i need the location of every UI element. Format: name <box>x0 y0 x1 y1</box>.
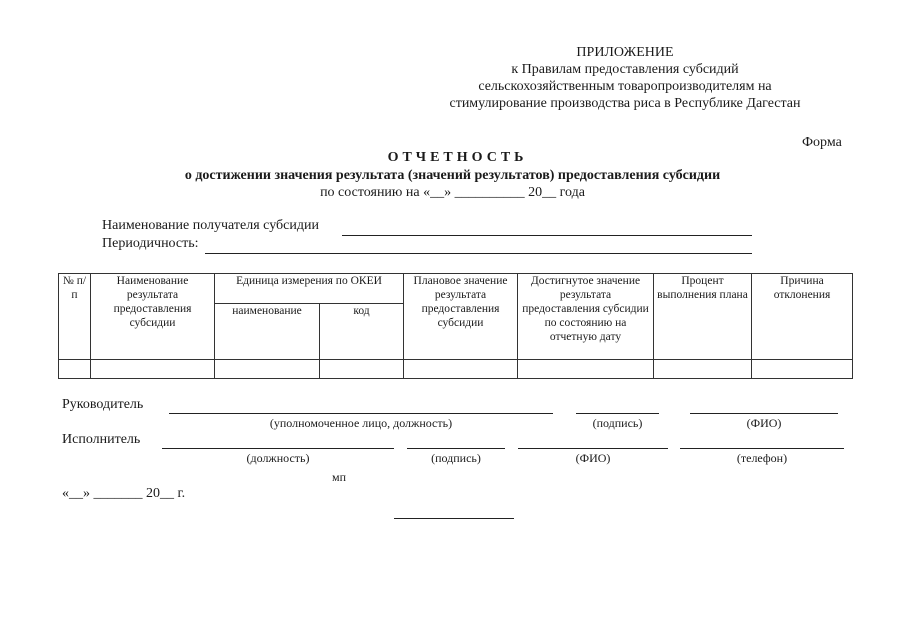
header-unit-code: код <box>320 304 404 360</box>
header-num: № п/п <box>59 274 91 360</box>
table-cell[interactable] <box>59 360 91 379</box>
head-position-field[interactable] <box>169 413 553 414</box>
appendix-line: сельскохозяйственным товаропроизводителям на <box>478 79 772 94</box>
table-cell[interactable] <box>752 360 853 379</box>
head-name-field[interactable] <box>690 413 838 414</box>
header-planned: Плановое значение результата предоставления субсидии <box>404 274 518 360</box>
table-cell[interactable] <box>91 360 215 379</box>
appendix-title: ПРИЛОЖЕНИЕ <box>576 45 674 60</box>
periodicity-field[interactable] <box>205 253 752 254</box>
table-cell[interactable] <box>654 360 752 379</box>
header-result-name: Наименование результата предоставления субсидии <box>91 274 215 360</box>
exec-position-field[interactable] <box>162 448 394 449</box>
report-date-line: по состоянию на «__» __________ 20__ года <box>320 185 585 200</box>
exec-signature-field[interactable] <box>407 448 505 449</box>
appendix-line: стимулирование производства риса в Республике Дагестан <box>449 96 801 111</box>
exec-position-hint: (должность) <box>246 451 310 465</box>
recipient-name-field[interactable] <box>342 235 752 236</box>
head-signature-hint: (подпись) <box>592 416 643 430</box>
table-cell[interactable] <box>518 360 654 379</box>
table-row <box>59 360 853 379</box>
head-name-hint: (ФИО) <box>746 416 782 430</box>
head-signature-field[interactable] <box>576 413 659 414</box>
stamp-mark: мп <box>332 470 347 484</box>
exec-name-field[interactable] <box>518 448 668 449</box>
report-subtitle: о достижении значения результата (значений результатов) предоставления субсидии <box>184 168 721 183</box>
signature-date-line: «__» _______ 20__ г. <box>62 486 186 501</box>
header-percent: Процент выполнения плана <box>654 274 752 360</box>
appendix-header <box>420 44 830 112</box>
head-position-hint: (уполномоченное лицо, должность) <box>269 416 453 430</box>
table-cell[interactable] <box>320 360 404 379</box>
exec-phone-hint: (телефон) <box>736 451 788 465</box>
header-reason: Причина отклонения <box>752 274 853 360</box>
head-label: Руководитель <box>62 397 144 412</box>
header-achieved: Достигнутое значение результата предоставления субсидии по состоянию на отчетную дату <box>518 274 654 360</box>
periodicity-label: Периодичность: <box>102 236 199 251</box>
appendix-line: к Правилам предоставления субсидий <box>511 62 739 77</box>
exec-signature-hint: (подпись) <box>431 451 481 465</box>
exec-name-hint: (ФИО) <box>575 451 611 465</box>
bottom-line <box>394 518 514 519</box>
exec-phone-field[interactable] <box>680 448 844 449</box>
header-unit-name: наименование <box>215 304 320 360</box>
table-cell[interactable] <box>404 360 518 379</box>
recipient-name-label: Наименование получателя субсидии <box>102 218 319 233</box>
report-table <box>58 273 853 379</box>
form-label: Форма <box>802 135 842 150</box>
header-unit: Единица измерения по ОКЕИ <box>215 274 404 304</box>
report-title-block <box>0 150 905 201</box>
report-title: ОТЧЕТНОСТЬ <box>387 150 528 165</box>
executor-label: Исполнитель <box>62 432 141 447</box>
table-cell[interactable] <box>215 360 320 379</box>
